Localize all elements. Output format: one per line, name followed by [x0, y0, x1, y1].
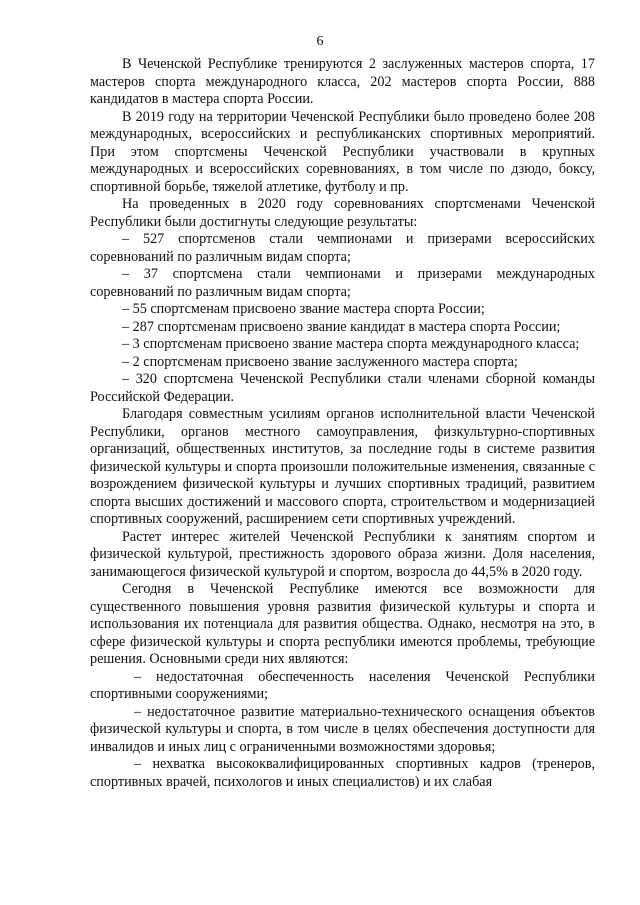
list-item-result: – 37 спортсмена стали чемпионами и призерами международных соревнований по различным видам спорта;	[90, 266, 595, 300]
list-item-result: – 320 спортсмена Чеченской Республики стали членами сборной команды Российской Федерации.	[90, 371, 595, 405]
list-item-result: – 55 спортсменам присвоено звание мастера спорта России;	[122, 301, 485, 317]
list-item-problem: – недостаточная обеспеченность населения Чеченской Республики спортивными сооружениями;	[90, 668, 595, 702]
list-item-result: – 527 спортсменов стали чемпионами и призерами всероссийских соревнований по различным видам спорта;	[90, 231, 595, 265]
list-item-problem: – недостаточное развитие материально-технического оснащения объектов физической культуры и спорта, в том числе в целях обеспечения доступности для инвалидов и иных лиц с ограниченными возможностями здоровья;	[90, 703, 595, 755]
paragraph-joint-efforts: Благодаря совместным усилиям органов исполнительной власти Чеченской Республики, органов местного самоуправления, физкультурно-спортивных организаций, общественных институтов, за последние годы в системе развития физической культуры и спорта произошли положительные изменения, связанные с возрождением физической культуры и лучших спортивных традиций, развитием спорта высших достижений и массового спорта, строительством и модернизацией спортивных сооружений, расширением сети спортивных учреждений.	[90, 406, 595, 527]
list-item-problem: – нехватка высококвалифицированных спортивных кадров (тренеров, спортивных врачей, психологов и иных специалистов) и их слабая	[90, 756, 595, 790]
document-body	[90, 56, 595, 791]
list-item-result: – 287 спортсменам присвоено звание кандидат в мастера спорта России;	[122, 318, 561, 335]
paragraph-growing-interest: Растет интерес жителей Чеченской Республики к занятиям спортом и физической культурой, престижность здорового образа жизни. Доля населения, занимающегося физической культурой и спортом, возросла до 44,5% в 2020 году.	[90, 528, 595, 580]
page-number: 6	[316, 34, 324, 49]
paragraph-problems-intro: Сегодня в Чеченской Республике имеются все возможности для существенного повышения уровня развития физической культуры и спорта и использования их потенциала для развития общества. Однако, несмотря на это, в сфере физической культуры и спорта республики имеются проблемы, требующие решения. Основными среди них являются:	[90, 581, 595, 667]
paragraph-events-2019: В 2019 году на территории Чеченской Республики было проведено более 208 международных, всероссийских и республиканских спортивных мероприятий. При этом спортсмены Чеченской Республики участвовали в крупных международных и всероссийских соревнованиях, в том числе по дзюдо, боксу, спортивной борьбе, тяжелой атлетике, футболу и пр.	[90, 108, 595, 195]
list-item-result: – 3 спортсменам присвоено звание мастера спорта международного класса;	[122, 336, 580, 352]
paragraph-athletes-count: В Чеченской Республике тренируются 2 заслуженных мастеров спорта, 17 мастеров спорта международного класса, 202 мастеров спорта России, 888 кандидатов в мастера спорта России.	[90, 56, 595, 107]
paragraph-results-intro: На проведенных в 2020 году соревнованиях спортсменами Чеченской Республики были достигнуты следующие результаты:	[90, 196, 595, 230]
list-item-result: – 2 спортсменам присвоено звание заслуженного мастера спорта;	[122, 353, 518, 370]
